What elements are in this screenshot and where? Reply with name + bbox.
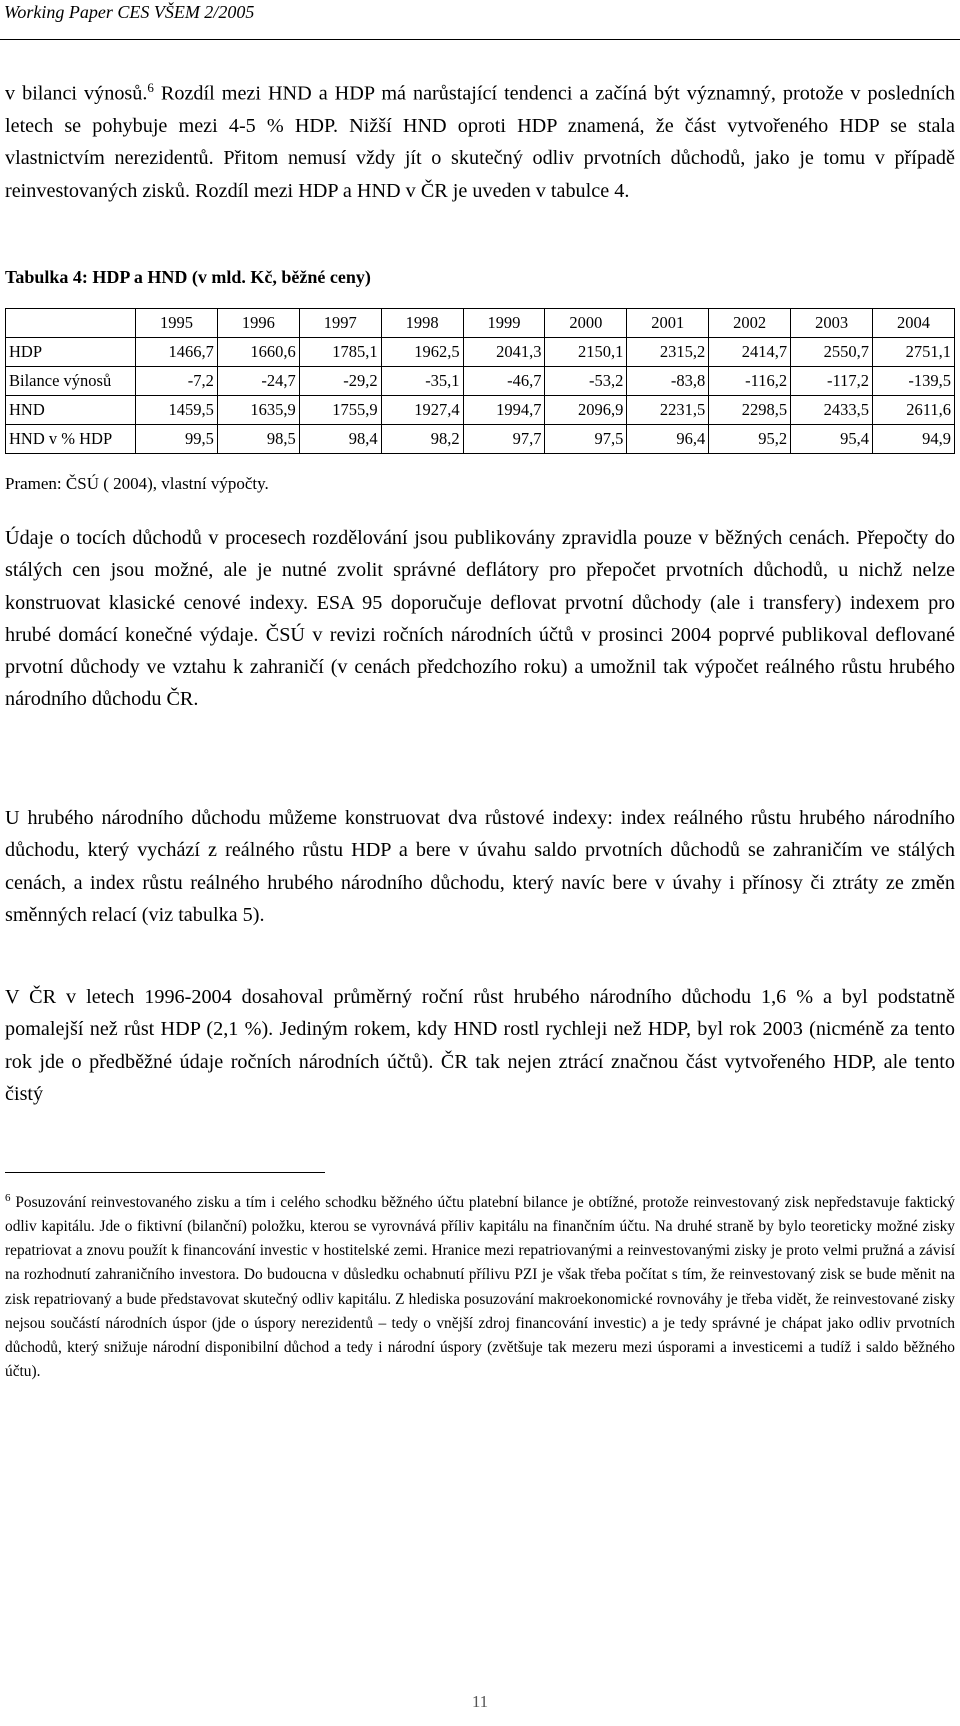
- table-cell: -117,2: [791, 367, 873, 396]
- table-cell: 95,4: [791, 425, 873, 454]
- table-cell: -46,7: [463, 367, 545, 396]
- row-label: HND v % HDP: [6, 425, 136, 454]
- table-cell: -24,7: [217, 367, 299, 396]
- table-cell: 2298,5: [709, 396, 791, 425]
- table-cell: 98,2: [381, 425, 463, 454]
- table-cell: -116,2: [709, 367, 791, 396]
- table-cell: 2611,6: [873, 396, 955, 425]
- table-cell: 1635,9: [217, 396, 299, 425]
- table-cell: 2433,5: [791, 396, 873, 425]
- table-cell: 2751,1: [873, 338, 955, 367]
- table-corner-cell: [6, 309, 136, 338]
- row-label: Bilance výnosů: [6, 367, 136, 396]
- page-header: [0, 2, 960, 38]
- year-header: 2000: [545, 309, 627, 338]
- year-header: 2004: [873, 309, 955, 338]
- year-header: 1997: [299, 309, 381, 338]
- year-header: 1996: [217, 309, 299, 338]
- footnote: [5, 1186, 955, 1384]
- page-number: 11: [471, 1692, 489, 1711]
- table-cell: -83,8: [627, 367, 709, 396]
- table-cell: 2231,5: [627, 396, 709, 425]
- table-row: [6, 367, 955, 396]
- year-header: 2003: [791, 309, 873, 338]
- table-cell: 2315,2: [627, 338, 709, 367]
- header-divider: [0, 39, 960, 40]
- table-cell: -35,1: [381, 367, 463, 396]
- footnote-marker: 6: [5, 1192, 11, 1204]
- paragraph-1: [5, 72, 955, 207]
- table-cell: 94,9: [873, 425, 955, 454]
- table-source: Pramen: ČSÚ ( 2004), vlastní výpočty.: [5, 474, 269, 493]
- row-label: HDP: [6, 338, 136, 367]
- table-cell: 2041,3: [463, 338, 545, 367]
- table-caption: Tabulka 4: HDP a HND (v mld. Kč, běžné ceny): [5, 267, 371, 287]
- table-cell: 2550,7: [791, 338, 873, 367]
- table-cell: 1927,4: [381, 396, 463, 425]
- table-cell: 98,4: [299, 425, 381, 454]
- table-cell: 1962,5: [381, 338, 463, 367]
- paragraph-1-start: v bilanci výnosů.: [5, 82, 148, 105]
- row-label: HND: [6, 396, 136, 425]
- table-row: [6, 396, 955, 425]
- year-header: 1995: [136, 309, 218, 338]
- table-cell: 2150,1: [545, 338, 627, 367]
- table-cell: 1466,7: [136, 338, 218, 367]
- footnote-ref[interactable]: 6: [147, 80, 154, 95]
- table-cell: 97,5: [545, 425, 627, 454]
- table-cell: 1994,7: [463, 396, 545, 425]
- table-cell: 1785,1: [299, 338, 381, 367]
- paragraph-1-rest: Rozdíl mezi HND a HDP má narůstající tendenci a začíná být významný, protože v posledních letech se pohybuje mezi 4-5 % HDP. Nižší HND oproti HDP znamená, že část vytvořeného HDP se stala vlastnictvím nerezidentů. Přitom nemusí vždy jít o skutečný odliv prvotních důchodů, jako je tomu v případě reinvestovaných zisků. Rozdíl mezi HDP a HND v ČR je uveden v tabulce 4.: [5, 82, 955, 202]
- year-header: 2001: [627, 309, 709, 338]
- table-row: [6, 338, 955, 367]
- table-cell: -53,2: [545, 367, 627, 396]
- table-cell: 1755,9: [299, 396, 381, 425]
- table-cell: 98,5: [217, 425, 299, 454]
- table-header-row: [6, 309, 955, 338]
- year-header: 1998: [381, 309, 463, 338]
- table-cell: 95,2: [709, 425, 791, 454]
- paragraph-4: V ČR v letech 1996-2004 dosahoval průměrný roční růst hrubého národního důchodu 1,6 % a byl podstatně pomalejší než růst HDP (2,1 %). Jediným rokem, kdy HND rostl rychleji než HDP, byl rok 2003 (nicméně za tento rok jde o předběžné údaje ročních národních účtů). ČR tak nejen ztrácí značnou část vytvořeného HDP, ale tento čistý: [5, 986, 955, 1105]
- table-cell: -7,2: [136, 367, 218, 396]
- header-title: Working Paper CES VŠEM 2/2005: [4, 2, 255, 22]
- data-table: [5, 308, 955, 454]
- table-cell: 1660,6: [217, 338, 299, 367]
- table-row: [6, 425, 955, 454]
- footnote-divider: [5, 1172, 325, 1173]
- paragraph-2: Údaje o tocích důchodů v procesech rozdělování jsou publikovány zpravidla pouze v běžných cenách. Přepočty do stálých cen jsou možné, ale je nutné zvolit správné deflátory pro přepočet prvotních důchodů, u nichž nelze konstruovat klasické cenové indexy. ESA 95 doporučuje deflovat prvotní důchody (ale i transfery) indexem pro hrubé domácí konečné výdaje. ČSÚ v revizi ročních národních účtů v prosinci 2004 poprvé publikoval deflované prvotní důchody ve vztahu k zahraničí (v cenách předchozího roku) a umožnil tak výpočet reálného růstu hrubého národního důchodu ČR.: [5, 527, 955, 711]
- table-cell: 2414,7: [709, 338, 791, 367]
- paragraph-3: U hrubého národního důchodu můžeme konstruovat dva růstové indexy: index reálného růstu hrubého národního důchodu, který vychází z reálného růstu HDP a bere v úvahu saldo prvotních důchodů se zahraničím ve stálých cenách, a index růstu reálného hrubého národního důchodu, který navíc bere v úvahy i přínosy či ztráty ze změn směnných relací (viz tabulka 5).: [5, 807, 955, 926]
- footnote-text: Posuzování reinvestovaného zisku a tím i celého schodku běžného účtu platební bilance je obtížné, protože reinvestovaný zisk nepředstavuje faktický odliv kapitálu. Jde o fiktivní (bilanční) položku, kterou se vyrovnává příliv kapitálu na finančním účtu. Na druhé straně by bylo teoreticky možné zisky repatriovat a znovu použít k financování investic v hostitelské zemi. Hranice mezi repatriovanými a reinvestovanými zisky je proto velmi pružná a závisí na rozhodnutí zahraničního investora. Do budoucna v důsledku ochabnutí přílivu PZI je však třeba počítat s tím, že reinvestovaný zisk se bude měnit na zisk repatriovaný a bude představovat skutečný odliv kapitálu. Z hlediska posuzování makroekonomické rovnováhy je třeba vidět, že reinvestované zisky nejsou součástí národních úspor (jde o úspory nerezidentů – tedy o vnější zdroj financování investic) a je tedy správné je chápat jako odliv prvotních důchodů, který snižuje národní disponibilní důchod a tedy i národní úspory (zvětšuje tak mezeru mezi úsporami a investicemi a tudíž i saldo běžného účtu).: [5, 1194, 955, 1380]
- year-header: 2002: [709, 309, 791, 338]
- table-cell: 99,5: [136, 425, 218, 454]
- table-cell: 2096,9: [545, 396, 627, 425]
- table-cell: 97,7: [463, 425, 545, 454]
- table-cell: 1459,5: [136, 396, 218, 425]
- table-cell: -139,5: [873, 367, 955, 396]
- table-cell: 96,4: [627, 425, 709, 454]
- year-header: 1999: [463, 309, 545, 338]
- table-cell: -29,2: [299, 367, 381, 396]
